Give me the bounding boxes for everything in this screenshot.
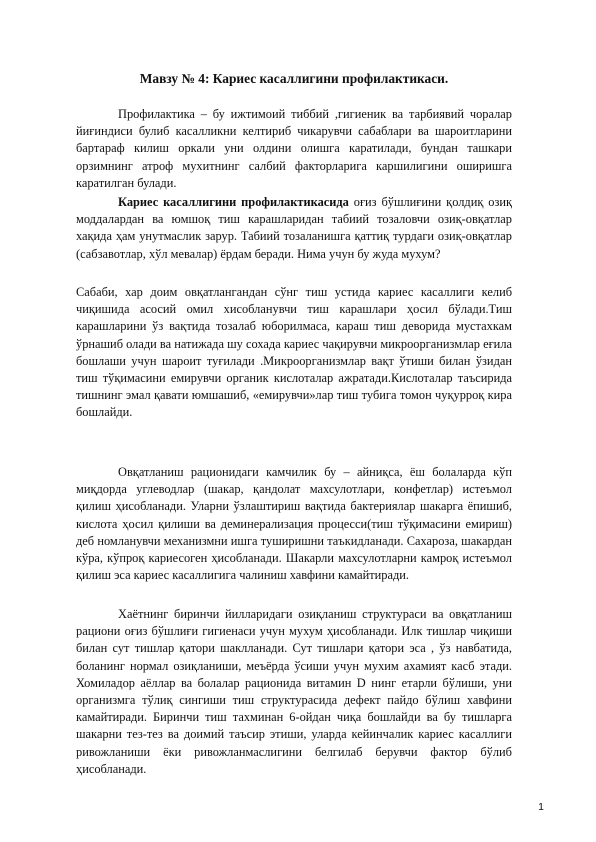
paragraph-2-body: оғиз бўшлиғини қолдиқ озиқ моддалардан ва юмшоқ тиш карашларидан табиий тозаловчи озиқ-овқатлар хақида ҳам унутмаслик зарур. Табиий тозаланишга қаттиқ турдаги озиқ-овқатлар (сабзавотлар, хўл мевалар) ёрдам беради. Нима учун бу жуда мухум? [76,195,512,261]
document-title: Мавзу № 4: Кариес касаллигини профилактикаси. [139,71,449,86]
paragraph-3: Сабаби, хар доим овқатлангандан сўнг тиш устида кариес касаллиги келиб чиқишида асосий омил хисобланувчи тиш карашлари ҳосил бўлади.Тиш карашларини ўз вақтида тозалаб юборилмаса, караш тиш деворида мустахкам ўрнашиб олади ва натижада шу сохада кариес чақирувчи микроорганизмлар еғила бошлаши учун шароит туғилади .Микроорганизмлар вақт ўтиши билан ўзидан тиш тўқимасини емирувчи органик кислоталар ажратади.Кислоталар таъсирида тишнинг эмал қавати юмшашиб, «емирувчи»лар тиш тубига томон чуқурроқ кира бошлайди. [76,285,512,420]
paragraph-4: Овқатланиш рационидаги камчилик бу – айниқса, ёш болаларда кўп миқдорда углеводлар (шакар, қандолат махсулотлари, конфетлар) истеъмол қилиш ҳисобланади. Уларни ўзлаштириш вақтида бактериялар шакарга ёпишиб, кислота ҳосил қилиши ва деминерализация процесси(тиш тўқимасини емириш) деб номланувчи механизмни ишга туширишни таъкидланади. Сахароза, шакардан кўра, кўпроқ кариесоген ҳисобланади. Шакарли махсулотларни камроқ истеъмол қилиш эса кариес касаллигига чалиниш хавфини камайтиради. [76,465,512,583]
paragraph-5: Хаётнинг биринчи йилларидаги озиқланиш структураси ва овқатланиш рациони оғиз бўшлиғи гигиенаси учун мухум ҳисобланади. Илк тишлар чиқиши билан сут тишлар қатори шаклланади. Сут тишлари қатори эса , ўз навбатида, боланинг нормал озиқланиши, меъёрда ўсиши учун мухим ахамият касб этади. Хомиладор аёллар ва болалар рационида витамин D нинг етарли бўлиши, уни организмга тўлиқ сингиши тиш структурасида дефект пайдо бўлиш хавфини камайтиради. Биринчи тиш тахминан 6-ойдан чиқа бошлайди ва бу тишларга шакарни тез-тез ва доимий таъсир этиши, уларда кейинчалик кариес касаллиги ривожланиши ёки ривожланмаслигини белгилаб берувчи фактор бўлиб ҳисобланади. [76,607,512,776]
page-number: 1 [538,801,544,813]
paragraph-1: Профилактика – бу ижтимоий тиббий ,гигиеник ва тарбиявий чоралар йиғиндиси булиб касалликни келтириб чикарувчи сабаблари ва шароитларини бартараф килиш оркали уни олдини олишга каратилади, бундан ташкари орзимнинг атроф мухитнинг салбий факторларига каршилигини оширишга каратилган булади. [76,107,512,190]
paragraph-2-lead: Кариес касаллигини профилактикасида [118,195,349,209]
paragraph-2 [76,194,512,263]
